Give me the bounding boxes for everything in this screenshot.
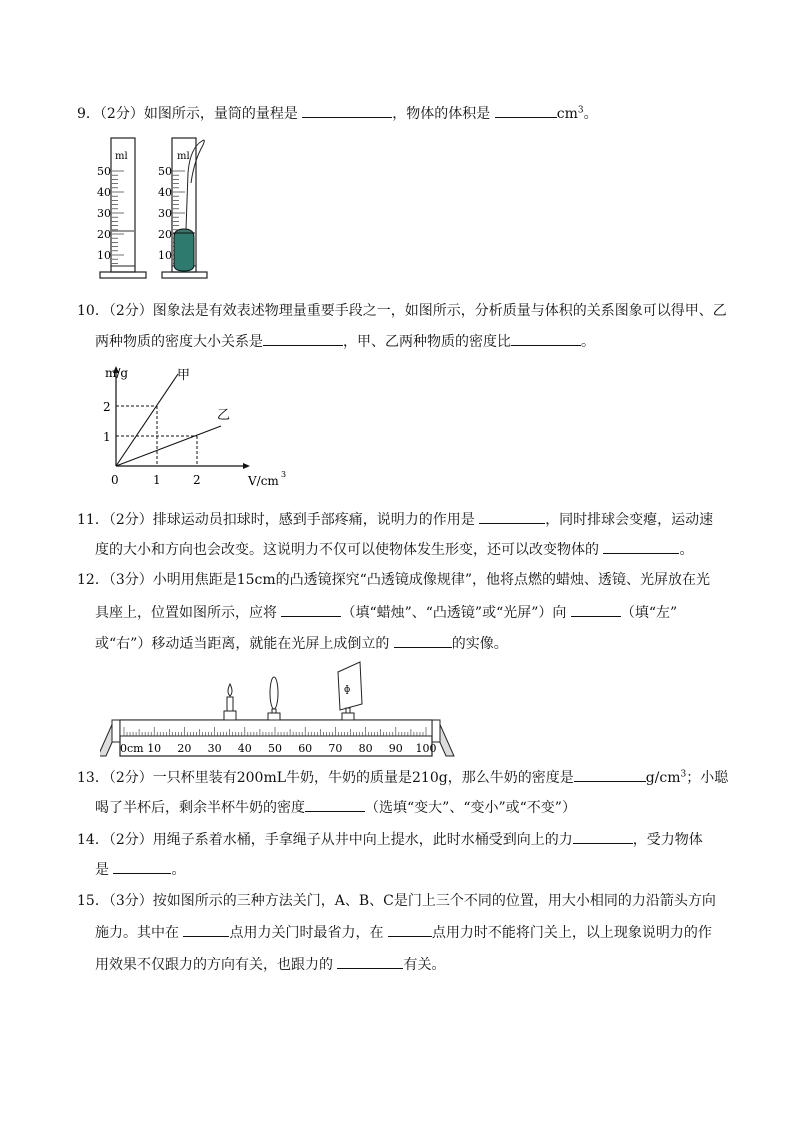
mass-volume-graph bbox=[95, 364, 300, 490]
answer-blank[interactable] bbox=[574, 767, 646, 782]
svg-text:ɸ: ɸ bbox=[344, 685, 351, 695]
origin-label: 0 bbox=[111, 473, 119, 487]
question-13-line-2: 喝了半杯后，剩余半杯牛奶的密度 （选填“变大”、“变小”或“不变”） bbox=[95, 797, 576, 817]
bench-scale-label: 20 bbox=[177, 742, 192, 755]
question-11-line-2: 度的大小和方向也会改变。这说明力不仅可以使物体发生形变，还可以改变物体的 。 bbox=[95, 539, 693, 559]
question-12-line-1: 12．（3分）小明用焦距是15cm的凸透镜探究“凸透镜成像规律”，他将点燃的蜡烛、透镜、光屏放在光 bbox=[77, 572, 710, 588]
bench-scale-label: 40 bbox=[237, 742, 252, 755]
bench-scale-label: 60 bbox=[298, 742, 313, 755]
x-tick-2: 2 bbox=[193, 473, 201, 487]
answer-blank[interactable] bbox=[183, 922, 229, 937]
cylinder-tick-label: 10 bbox=[97, 249, 111, 262]
line-yi bbox=[116, 426, 221, 466]
question-14-line-2: 是 。 bbox=[95, 859, 185, 879]
unit-label: ml bbox=[177, 151, 190, 162]
series-jia-label: 甲 bbox=[177, 368, 191, 383]
question-number: 11．（2分） bbox=[77, 512, 153, 528]
measuring-cylinder-empty bbox=[97, 138, 146, 278]
measuring-cylinders-figure bbox=[90, 133, 220, 285]
question-11-line-1: 11．（2分）排球运动员扣球时，感到手部疼痛，说明力的作用是 ，同时排球会变瘪，运动速 bbox=[77, 509, 713, 529]
question-number: 12．（3分） bbox=[77, 572, 153, 588]
x-axis-sup: 3 bbox=[281, 470, 287, 479]
question-15-line-3: 用效果不仅跟力的方向有关，也跟力的 有关。 bbox=[95, 954, 445, 974]
bench-scale-label: 90 bbox=[388, 742, 403, 755]
question-10-line-2: 两种物质的密度大小关系是 ，甲、乙两种物质的密度比 。 bbox=[95, 331, 595, 351]
y-axis-label: m/g bbox=[105, 366, 129, 380]
answer-blank[interactable] bbox=[511, 331, 581, 346]
answer-blank[interactable] bbox=[388, 922, 432, 937]
question-10-line-1: 10．（2分）图象法是有效表述物理量重要手段之一，如图所示，分析质量与体积的关系图象可以得甲、乙 bbox=[77, 303, 727, 319]
question-15-line-2: 施力。其中在 点用力关门时最省力，在 点用力时不能将门关上，以上现象说明力的作 bbox=[95, 922, 712, 942]
y-tick-1: 1 bbox=[103, 430, 111, 444]
candle bbox=[224, 684, 236, 720]
question-15-line-1: 15．（3分）按如图所示的三种方法关门，A、B、C是门上三个不同的位置，用大小相同的力沿箭头方向 bbox=[77, 893, 716, 909]
answer-blank[interactable] bbox=[394, 633, 452, 648]
answer-blank[interactable] bbox=[571, 602, 621, 617]
answer-blank[interactable] bbox=[573, 829, 633, 844]
answer-blank[interactable] bbox=[281, 602, 341, 617]
cylinder-tick-label: 50 bbox=[97, 165, 111, 178]
question-number: 13．（2分） bbox=[77, 770, 153, 786]
optical-bench-figure bbox=[100, 660, 455, 760]
line-jia bbox=[116, 374, 178, 466]
answer-blank[interactable] bbox=[603, 539, 679, 554]
question-13-line-1: 13．（2分）一只杯里装有200mL牛奶，牛奶的质量是210g，那么牛奶的密度是 $g/cm^3$；小聪 bbox=[77, 767, 728, 787]
question-12-line-3: 或“右”）移动适当距离，就能在光屏上成倒立的 的实像。 bbox=[95, 633, 508, 653]
answer-blank[interactable] bbox=[113, 859, 171, 874]
series-yi-label: 乙 bbox=[217, 408, 231, 423]
answer-blank[interactable] bbox=[337, 954, 403, 969]
cylinder-tick-label: 40 bbox=[97, 186, 111, 199]
cylinder-tick-label: 30 bbox=[97, 207, 111, 220]
answer-blank[interactable] bbox=[495, 103, 557, 118]
answer-blank[interactable] bbox=[479, 509, 545, 524]
question-number: 15．（3分） bbox=[77, 893, 153, 909]
bench-scale-label: 70 bbox=[328, 742, 343, 755]
bench-scale-label: 100 bbox=[415, 742, 437, 755]
bench-scale-label: 50 bbox=[268, 742, 282, 755]
question-number: 10．（2分） bbox=[77, 303, 153, 319]
question-number: 9．（2分） bbox=[77, 106, 144, 122]
answer-blank[interactable] bbox=[263, 331, 343, 346]
y-tick-2: 2 bbox=[103, 400, 111, 414]
question-12-line-2: 具座上，位置如图所示，应将 （填“蜡烛”、“凸透镜”或“光屏”）向 （填“左” bbox=[95, 602, 677, 622]
question-14-line-1: 14．（2分）用绳子系着水桶，手拿绳子从井中向上提水，此时水桶受到向上的力 ，受力物体 bbox=[77, 829, 703, 849]
cylinder-tick-label: 40 bbox=[158, 186, 172, 199]
light-screen bbox=[338, 662, 362, 720]
cylinder-tick-label: 30 bbox=[158, 207, 172, 220]
cylinder-tick-label: 50 bbox=[158, 165, 172, 178]
answer-blank[interactable] bbox=[305, 797, 365, 812]
answer-blank[interactable] bbox=[302, 103, 392, 118]
cylinder-tick-label: 20 bbox=[97, 228, 111, 241]
bench-scale-label: 0cm bbox=[120, 742, 144, 755]
bench-scale-label: 80 bbox=[358, 742, 373, 755]
cylinder-tick-label: 10 bbox=[158, 249, 172, 262]
x-axis-label: V/cm bbox=[248, 474, 279, 488]
bench-scale-label: 10 bbox=[147, 742, 162, 755]
measuring-cylinder-with-object bbox=[158, 138, 207, 278]
unit-label: ml bbox=[115, 151, 128, 162]
submerged-object bbox=[174, 229, 194, 271]
question-9-line-1: 9．（2分）如图所示，量筒的量程是 ，物体的体积是 $cm^3$。 bbox=[77, 103, 598, 123]
bench-scale-label: 30 bbox=[207, 742, 222, 755]
x-tick-1: 1 bbox=[153, 473, 161, 487]
convex-lens bbox=[268, 677, 280, 720]
question-number: 14．（2分） bbox=[77, 832, 153, 848]
cylinder-tick-label: 20 bbox=[158, 228, 172, 241]
